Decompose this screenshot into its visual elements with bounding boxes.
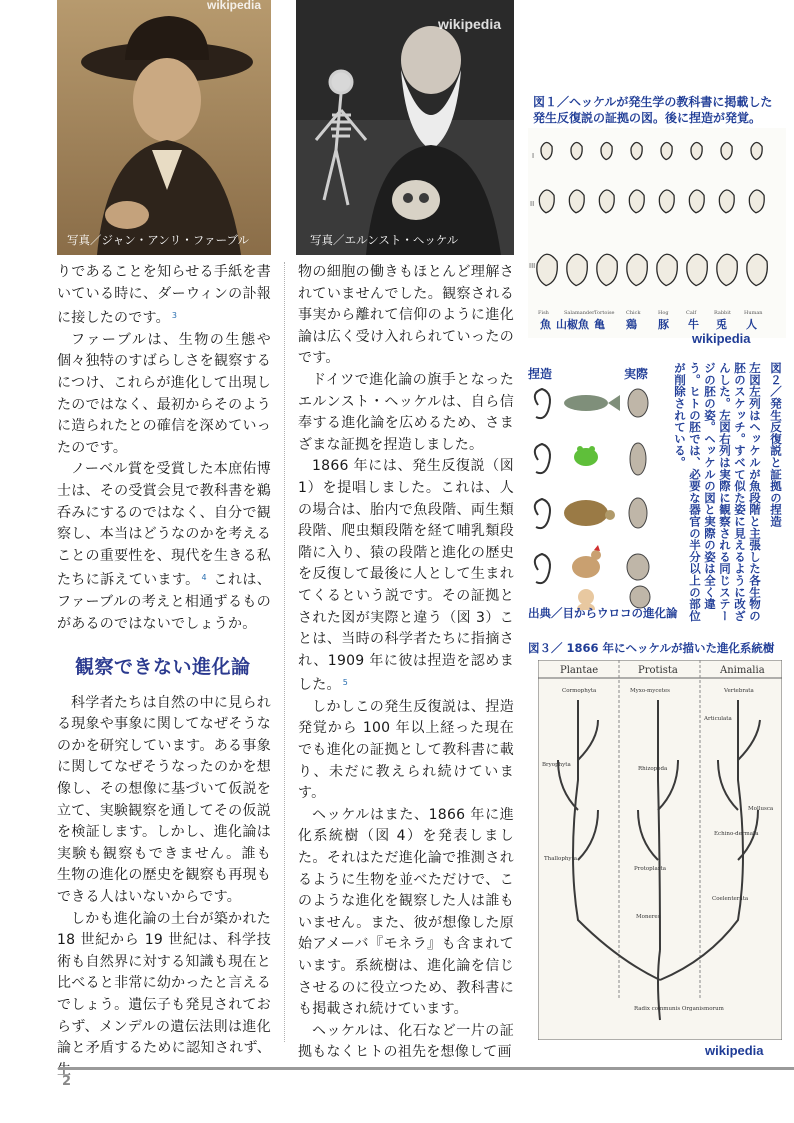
branch-label: Articulata	[704, 716, 732, 722]
embryo-sketch	[719, 190, 734, 213]
figure2-description: 左図左列はヘッケルが魚段階と主張した各生物の胚のスケッチ。すべて似た姿に見えるように改ざんした。左図右列は実際に観察される同じステージの胚の姿。ヘッケルの図と実際の姿は全く違う。ヒトの胚では、必要な器官の半分以上の部位が削除されている。	[673, 362, 762, 622]
fig1-col-label: Salamander	[564, 310, 595, 316]
branch-label: Rhizopoda	[638, 766, 668, 772]
figure2-title: 図２／発生反復説と証拠の捏造	[769, 362, 783, 528]
embryo-sketch	[539, 190, 554, 213]
frog-icon	[574, 446, 598, 466]
branch-label: Cormophyta	[562, 688, 597, 694]
fig1-jp-label: 兎	[716, 318, 727, 331]
haeckel-watermark: wikipedia	[438, 16, 502, 32]
fig1-jp-label: 亀	[594, 318, 605, 331]
fig1-jp-label: 山椒魚	[556, 318, 589, 331]
fabre-portrait	[57, 0, 271, 255]
fabre-watermark: wikipedia	[207, 0, 262, 12]
figure2-comparison	[528, 385, 658, 610]
embryo-sketch	[569, 190, 584, 213]
page-number: 2	[62, 1074, 72, 1089]
embryo-sketch	[541, 142, 552, 159]
col1-paragraph-5: しかも進化論の土台が築かれた18 世紀から 19 世紀は、科学技術も自然界に対する知識も現在と比べると非常に幼かったと言えるでしょう。遺伝子も発見されておらず、メンデルの遺伝法則は進化論と矛盾するために認知されず、	[57, 910, 271, 1057]
fig1-col-label: Fish	[538, 310, 549, 316]
embryo-sketch	[749, 190, 764, 213]
fabre-caption: 写真／ジャン・アンリ・ファーブル	[67, 233, 250, 247]
embryo-sketch	[721, 142, 732, 159]
embryo-sketch	[601, 142, 612, 159]
kingdom-label: Animalia	[720, 665, 765, 676]
figure2-panel	[528, 365, 658, 615]
col2-paragraph-3: 1866 年には、発生反復説（図1）を提唱しました。これは、人の場合は、胎内で魚段階、両生類段階、爬虫類段階を経て哺乳類段階に入り、猿の段階と進化の歴史を反復して最後に人として生まれてくるという説です。その証拠とされた図が実際と違う（図 3）ことは、当時の科学者たちに指摘され、1909 年に彼は捏造を認めました。 $^5$	[298, 458, 514, 694]
embryo-sketch	[751, 142, 762, 159]
fig1-col-label: Tortoise	[594, 310, 615, 316]
embryo-sketch	[571, 142, 582, 159]
embryo-sketch	[661, 142, 672, 159]
branch-label: Coelenterata	[712, 896, 749, 902]
figure3-watermark: wikipedia	[705, 1043, 764, 1058]
fish-icon	[564, 395, 620, 411]
col2-paragraph-5: ヘッケルはまた、1866 年に進化系統樹（図 4）を発表しました。それはただ進化論で推測されるように生物を並べただけで、このような進化を観察した人は誰もいません。また、彼が想像した原始アメーバ『モネラ』も含まれています。系統樹は、進化論を信じさせるのに役立つため、教科書にも掲載され続けています。	[298, 806, 514, 1018]
fig1-col-label: Hog	[658, 310, 669, 316]
fig1-jp-label: 人	[746, 318, 757, 331]
fig1-jp-label: 牛	[688, 318, 699, 331]
fig1-row-label: II	[530, 200, 535, 208]
section-heading: 観察できない進化論	[75, 656, 251, 679]
embryo-sketch	[631, 142, 642, 159]
kingdom-label: Plantae	[560, 665, 599, 676]
ref-4[interactable]: 4	[201, 573, 207, 583]
figure3-phylogenetic-tree	[538, 660, 782, 1040]
text-column-2	[298, 262, 514, 1064]
ref-5[interactable]: 5	[342, 678, 349, 688]
figure2-right-label: 実際	[624, 367, 649, 381]
branch-label: Thallophyta	[544, 856, 577, 862]
fig1-col-label: Rabbit	[714, 310, 731, 316]
fig1-col-label: Chick	[626, 310, 641, 316]
haeckel-portrait	[296, 0, 514, 255]
fig1-jp-label: 鶏	[626, 318, 637, 331]
embryo-sketch	[629, 190, 644, 213]
fig1-jp-label: 豚	[658, 318, 669, 331]
fig1-row-label: I	[532, 152, 535, 160]
col2-paragraph-1: 物の細胞の働きもほとんど理解されていませんでした。観察される事実から離れて信仰のように進化論は広く受け入れられていったのです。	[298, 264, 514, 367]
chicken-icon	[572, 545, 601, 578]
figure2-left-label: 捏造	[528, 367, 553, 381]
branch-label: Protoplasta	[634, 866, 667, 872]
photo-haeckel	[296, 0, 514, 255]
ref-3[interactable]: 3	[171, 311, 178, 321]
fig1-col-label: Calf	[686, 310, 697, 316]
figure1-caption: 図１／ヘッケルが発生学の教科書に掲載した発生反復説の証拠の図。後に捏造が発覚。	[533, 95, 773, 125]
col2-paragraph-6: ヘッケルは、化石など一片の証拠もなくヒトの祖先を想像して画	[298, 1022, 514, 1061]
fig1-col-label: Human	[744, 310, 763, 316]
fig1-row-label: III	[529, 262, 536, 270]
footer-rule	[58, 1067, 794, 1070]
branch-label: Moneres	[636, 914, 661, 920]
branch-label: Echino-dermata	[714, 831, 759, 837]
branch-label: Radix communis Organismorum	[634, 1006, 724, 1012]
col1-paragraph-4: 科学者たちは自然の中に見られる現象や事象に関してなぜそうなのかを研究しています。ある事象に関してなぜそうなったのかを想像し、その想像に基づいて仮説を立て、実験観察を通してその仮説を検証します。しかし、進化論は実験も観察もできません。誰も生物の進化の歴史を観察も再現もできる人はいないからです。	[57, 694, 271, 906]
col1-paragraph-2: ファーブルは、生物の生態や個々独特のすばらしさを観察するにつけ、これらが進化して出現したのではなく、最初からそのように造られたとの確信を深めていったのです。	[57, 331, 271, 456]
fig1-jp-label: 魚	[540, 318, 551, 331]
figure2-source: 出典／目からウロコの進化論	[528, 606, 678, 620]
figure3-caption: 図３／ 1866 年にヘッケルが描いた進化系統樹	[528, 641, 775, 655]
figure1-embryo-plate	[528, 128, 786, 338]
photo-fabre	[57, 0, 271, 255]
col2-paragraph-4: しかしこの発生反復説は、捏造発覚から 100 年以上経った現在でも進化の証拠として教科書に載り、未だに教えられ続けています。	[298, 698, 514, 802]
column-divider	[284, 262, 285, 1042]
haeckel-caption: 写真／エルンスト・ヘッケル	[310, 233, 459, 247]
text-column-1	[57, 262, 271, 1081]
branch-label: Mollusca	[748, 806, 774, 812]
embryo-sketch	[689, 190, 704, 213]
embryo-sketch	[599, 190, 614, 213]
col1-paragraph-3: ノーベル賞を受賞した本庶佑博士は、その受賞会見で教科書を鵜呑みにするのではなく、自分で観察し、本当はどうなのかを考えることの重要性を、現代を生きる私たちに訴えています。 $^4$ これは、ファーブルの考えと相通ずるものがあるのではないでしょうか。	[57, 461, 271, 632]
col1-paragraph-1: りであることを知らせる手紙を書いている時に、ダーウィンの訃報に接したのです。 $^3$	[57, 264, 271, 327]
embryo-sketch	[691, 142, 702, 159]
tortoise-icon	[564, 500, 615, 526]
embryo-sketch	[659, 190, 674, 213]
branch-label: Vertebrata	[724, 688, 754, 694]
kingdom-label: Protista	[638, 665, 678, 676]
branch-label: Bryophyta	[542, 762, 571, 768]
branch-label: Myxo-mycetes	[630, 688, 670, 694]
col2-paragraph-2: ドイツで進化論の旗手となったエルンスト・ヘッケルは、自ら信奉する進化論を広めるため、さまざまな証拠を捏造しました。	[298, 371, 514, 453]
figure1-watermark: wikipedia	[692, 331, 751, 346]
